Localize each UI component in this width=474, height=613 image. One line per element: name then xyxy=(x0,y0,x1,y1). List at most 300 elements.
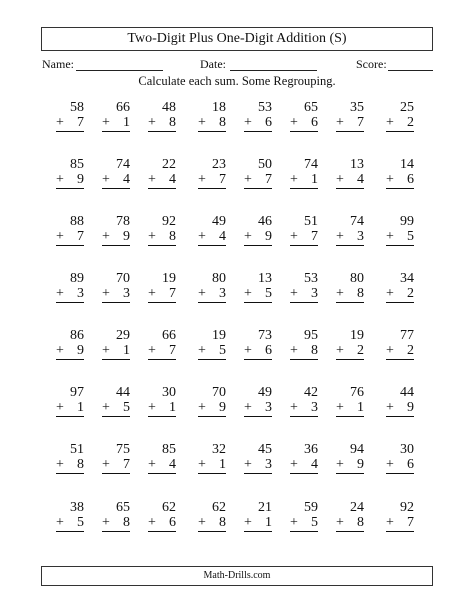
plus-sign: + xyxy=(198,457,206,472)
addend-bottom xyxy=(102,515,130,532)
addend-bottom-value: 8 xyxy=(311,343,318,358)
addition-problem xyxy=(56,385,84,425)
addend-bottom-value: 7 xyxy=(123,457,130,472)
addend-bottom-value: 8 xyxy=(219,115,226,130)
addend-bottom xyxy=(198,286,226,303)
addition-problem xyxy=(290,328,318,368)
addend-bottom xyxy=(148,229,176,246)
addend-bottom xyxy=(290,343,318,360)
addend-top: 53 xyxy=(258,100,272,115)
addend-bottom xyxy=(336,400,364,417)
addend-bottom xyxy=(244,286,272,303)
plus-sign: + xyxy=(386,286,394,301)
addend-bottom xyxy=(56,229,84,246)
addend-bottom-value: 4 xyxy=(169,172,176,187)
addend-bottom-value: 7 xyxy=(407,515,414,530)
addend-top: 70 xyxy=(116,271,130,286)
addend-top: 65 xyxy=(116,500,130,515)
addend-bottom-value: 6 xyxy=(265,115,272,130)
plus-sign: + xyxy=(290,400,298,415)
addend-bottom-value: 1 xyxy=(357,400,364,415)
addend-bottom xyxy=(56,286,84,303)
plus-sign: + xyxy=(56,457,64,472)
addend-bottom xyxy=(198,343,226,360)
plus-sign: + xyxy=(386,400,394,415)
plus-sign: + xyxy=(244,343,252,358)
addend-bottom-value: 7 xyxy=(169,343,176,358)
addend-bottom xyxy=(198,172,226,189)
plus-sign: + xyxy=(56,400,64,415)
plus-sign: + xyxy=(148,229,156,244)
addend-bottom-value: 8 xyxy=(357,286,364,301)
addend-bottom-value: 6 xyxy=(169,515,176,530)
addition-problem xyxy=(198,157,226,197)
addend-top: 74 xyxy=(116,157,130,172)
addend-bottom-value: 4 xyxy=(169,457,176,472)
addend-bottom xyxy=(244,515,272,532)
plus-sign: + xyxy=(336,229,344,244)
addend-top: 59 xyxy=(304,500,318,515)
addend-top: 44 xyxy=(400,385,414,400)
addend-bottom-value: 9 xyxy=(77,343,84,358)
addend-bottom-value: 9 xyxy=(123,229,130,244)
addend-bottom xyxy=(290,172,318,189)
plus-sign: + xyxy=(386,172,394,187)
addend-bottom-value: 1 xyxy=(77,400,84,415)
addend-bottom-value: 7 xyxy=(219,172,226,187)
addition-problem xyxy=(198,328,226,368)
plus-sign: + xyxy=(198,286,206,301)
plus-sign: + xyxy=(336,286,344,301)
plus-sign: + xyxy=(336,515,344,530)
plus-sign: + xyxy=(244,515,252,530)
addend-bottom-value: 1 xyxy=(219,457,226,472)
addend-top: 13 xyxy=(350,157,364,172)
addition-problem xyxy=(102,271,130,311)
addition-problem xyxy=(148,157,176,197)
addend-bottom-value: 1 xyxy=(265,515,272,530)
addition-problem xyxy=(290,100,318,140)
worksheet-title: Two-Digit Plus One-Digit Addition (S) xyxy=(41,27,433,51)
plus-sign: + xyxy=(148,515,156,530)
plus-sign: + xyxy=(148,286,156,301)
plus-sign: + xyxy=(290,515,298,530)
addend-bottom xyxy=(336,172,364,189)
plus-sign: + xyxy=(102,286,110,301)
addition-problem xyxy=(102,500,130,540)
addend-bottom xyxy=(244,115,272,132)
addend-bottom-value: 5 xyxy=(219,343,226,358)
addend-bottom xyxy=(198,115,226,132)
date-label: Date: xyxy=(200,57,226,71)
addend-top: 19 xyxy=(162,271,176,286)
addend-bottom-value: 7 xyxy=(169,286,176,301)
addend-bottom xyxy=(148,400,176,417)
plus-sign: + xyxy=(244,172,252,187)
addition-problem xyxy=(56,271,84,311)
plus-sign: + xyxy=(56,515,64,530)
addend-top: 85 xyxy=(70,157,84,172)
plus-sign: + xyxy=(290,343,298,358)
addend-bottom xyxy=(386,457,414,474)
addend-bottom xyxy=(148,286,176,303)
addend-bottom xyxy=(290,115,318,132)
addend-bottom xyxy=(290,400,318,417)
addend-top: 22 xyxy=(162,157,176,172)
addend-top: 29 xyxy=(116,328,130,343)
addition-problem xyxy=(290,385,318,425)
addend-bottom-value: 7 xyxy=(357,115,364,130)
plus-sign: + xyxy=(336,115,344,130)
addend-bottom xyxy=(386,400,414,417)
addend-bottom-value: 6 xyxy=(407,457,414,472)
addend-bottom xyxy=(56,343,84,360)
addend-bottom xyxy=(56,172,84,189)
addition-problem xyxy=(336,157,364,197)
addend-bottom-value: 5 xyxy=(265,286,272,301)
addend-bottom xyxy=(290,229,318,246)
addition-problem xyxy=(198,442,226,482)
plus-sign: + xyxy=(56,115,64,130)
addition-problem xyxy=(102,214,130,254)
addend-bottom xyxy=(56,515,84,532)
addend-bottom-value: 7 xyxy=(77,229,84,244)
addend-top: 77 xyxy=(400,328,414,343)
addend-top: 49 xyxy=(212,214,226,229)
plus-sign: + xyxy=(244,115,252,130)
addition-problem xyxy=(290,157,318,197)
addend-bottom-value: 1 xyxy=(311,172,318,187)
addition-problem xyxy=(336,385,364,425)
addend-bottom-value: 9 xyxy=(357,457,364,472)
addend-bottom xyxy=(386,515,414,532)
addition-problem xyxy=(336,328,364,368)
addend-bottom xyxy=(102,343,130,360)
plus-sign: + xyxy=(56,343,64,358)
plus-sign: + xyxy=(386,457,394,472)
addition-problem xyxy=(56,157,84,197)
addend-top: 44 xyxy=(116,385,130,400)
addend-bottom xyxy=(386,343,414,360)
addend-bottom xyxy=(148,515,176,532)
addition-problem xyxy=(244,500,272,540)
plus-sign: + xyxy=(102,172,110,187)
addend-top: 88 xyxy=(70,214,84,229)
addend-bottom-value: 4 xyxy=(219,229,226,244)
addend-top: 45 xyxy=(258,442,272,457)
plus-sign: + xyxy=(198,400,206,415)
addition-problem xyxy=(336,100,364,140)
addend-top: 62 xyxy=(212,500,226,515)
addend-top: 76 xyxy=(350,385,364,400)
addition-problem xyxy=(386,500,414,540)
addition-problem xyxy=(198,214,226,254)
addend-bottom xyxy=(386,172,414,189)
addition-problem xyxy=(336,500,364,540)
addend-top: 80 xyxy=(350,271,364,286)
addition-problem xyxy=(56,442,84,482)
addition-problem xyxy=(336,214,364,254)
addend-bottom-value: 5 xyxy=(123,400,130,415)
addition-problem xyxy=(148,214,176,254)
addend-bottom-value: 7 xyxy=(265,172,272,187)
score-label: Score: xyxy=(356,57,387,71)
addend-top: 30 xyxy=(162,385,176,400)
addend-top: 24 xyxy=(350,500,364,515)
addend-bottom-value: 5 xyxy=(407,229,414,244)
addition-problem xyxy=(386,100,414,140)
addend-bottom xyxy=(198,400,226,417)
addend-bottom xyxy=(244,457,272,474)
addend-top: 18 xyxy=(212,100,226,115)
addend-bottom-value: 1 xyxy=(123,343,130,358)
addend-top: 94 xyxy=(350,442,364,457)
instructions: Calculate each sum. Some Regrouping. xyxy=(138,74,336,88)
plus-sign: + xyxy=(198,115,206,130)
addition-problem xyxy=(198,385,226,425)
addend-top: 25 xyxy=(400,100,414,115)
addend-bottom xyxy=(290,457,318,474)
addend-bottom xyxy=(56,400,84,417)
plus-sign: + xyxy=(148,400,156,415)
addend-top: 51 xyxy=(304,214,318,229)
addend-bottom-value: 6 xyxy=(265,343,272,358)
addition-problem xyxy=(198,100,226,140)
addend-bottom xyxy=(336,457,364,474)
addend-top: 66 xyxy=(162,328,176,343)
addend-bottom xyxy=(148,115,176,132)
addend-bottom-value: 4 xyxy=(123,172,130,187)
addend-top: 58 xyxy=(70,100,84,115)
addend-bottom-value: 8 xyxy=(77,457,84,472)
addend-bottom xyxy=(198,229,226,246)
addition-problem xyxy=(244,442,272,482)
addend-bottom xyxy=(102,400,130,417)
plus-sign: + xyxy=(386,515,394,530)
addend-top: 70 xyxy=(212,385,226,400)
addend-bottom xyxy=(102,115,130,132)
addend-top: 23 xyxy=(212,157,226,172)
addend-top: 48 xyxy=(162,100,176,115)
plus-sign: + xyxy=(244,400,252,415)
plus-sign: + xyxy=(148,457,156,472)
addend-top: 19 xyxy=(212,328,226,343)
addition-problem xyxy=(244,100,272,140)
addend-bottom-value: 8 xyxy=(123,515,130,530)
plus-sign: + xyxy=(244,286,252,301)
plus-sign: + xyxy=(148,115,156,130)
addend-top: 92 xyxy=(400,500,414,515)
addition-problem xyxy=(102,442,130,482)
plus-sign: + xyxy=(102,400,110,415)
addition-problem xyxy=(244,214,272,254)
addition-problem xyxy=(56,100,84,140)
addend-top: 13 xyxy=(258,271,272,286)
plus-sign: + xyxy=(198,515,206,530)
plus-sign: + xyxy=(102,457,110,472)
plus-sign: + xyxy=(386,343,394,358)
addend-top: 53 xyxy=(304,271,318,286)
addition-problem xyxy=(148,328,176,368)
plus-sign: + xyxy=(336,343,344,358)
addition-problem xyxy=(102,328,130,368)
addend-top: 35 xyxy=(350,100,364,115)
addition-problem xyxy=(386,442,414,482)
addition-problem xyxy=(102,100,130,140)
addition-problem xyxy=(244,328,272,368)
addend-bottom xyxy=(102,286,130,303)
addend-bottom-value: 9 xyxy=(265,229,272,244)
plus-sign: + xyxy=(244,229,252,244)
addend-bottom xyxy=(148,172,176,189)
addend-top: 38 xyxy=(70,500,84,515)
addition-problem xyxy=(148,500,176,540)
addend-top: 50 xyxy=(258,157,272,172)
addition-problem xyxy=(386,157,414,197)
addend-bottom xyxy=(56,457,84,474)
addend-bottom-value: 9 xyxy=(219,400,226,415)
addend-bottom-value: 3 xyxy=(311,286,318,301)
addend-bottom xyxy=(336,286,364,303)
addition-problem xyxy=(198,271,226,311)
addend-bottom xyxy=(244,343,272,360)
plus-sign: + xyxy=(336,400,344,415)
addend-top: 19 xyxy=(350,328,364,343)
addend-top: 34 xyxy=(400,271,414,286)
addend-bottom xyxy=(244,172,272,189)
addend-bottom-value: 8 xyxy=(357,515,364,530)
addend-top: 14 xyxy=(400,157,414,172)
addend-bottom xyxy=(336,515,364,532)
addend-bottom-value: 5 xyxy=(311,515,318,530)
plus-sign: + xyxy=(336,457,344,472)
plus-sign: + xyxy=(290,115,298,130)
addend-top: 95 xyxy=(304,328,318,343)
plus-sign: + xyxy=(102,515,110,530)
addend-bottom xyxy=(336,343,364,360)
addend-bottom-value: 6 xyxy=(311,115,318,130)
addend-top: 65 xyxy=(304,100,318,115)
addend-bottom xyxy=(244,400,272,417)
addend-top: 66 xyxy=(116,100,130,115)
addend-bottom-value: 7 xyxy=(311,229,318,244)
addition-problem xyxy=(148,100,176,140)
addend-bottom xyxy=(386,229,414,246)
addition-problem xyxy=(386,385,414,425)
addition-problem xyxy=(102,385,130,425)
addend-bottom xyxy=(102,229,130,246)
plus-sign: + xyxy=(290,286,298,301)
addend-bottom-value: 3 xyxy=(311,400,318,415)
plus-sign: + xyxy=(386,229,394,244)
addition-problem xyxy=(244,271,272,311)
addend-bottom-value: 7 xyxy=(77,115,84,130)
addend-top: 78 xyxy=(116,214,130,229)
plus-sign: + xyxy=(198,343,206,358)
plus-sign: + xyxy=(386,115,394,130)
addend-bottom xyxy=(148,457,176,474)
addition-problem xyxy=(290,500,318,540)
addend-top: 85 xyxy=(162,442,176,457)
addend-bottom-value: 3 xyxy=(265,400,272,415)
addition-problem xyxy=(290,214,318,254)
addend-bottom xyxy=(56,115,84,132)
addend-top: 73 xyxy=(258,328,272,343)
addend-bottom xyxy=(336,229,364,246)
addition-problem xyxy=(102,157,130,197)
addend-top: 97 xyxy=(70,385,84,400)
addend-top: 21 xyxy=(258,500,272,515)
addition-problem xyxy=(290,271,318,311)
addition-problem xyxy=(56,328,84,368)
footer: Math-Drills.com xyxy=(41,566,433,586)
addend-bottom-value: 3 xyxy=(357,229,364,244)
addend-top: 89 xyxy=(70,271,84,286)
addend-bottom-value: 3 xyxy=(77,286,84,301)
addend-bottom-value: 4 xyxy=(311,457,318,472)
addend-top: 49 xyxy=(258,385,272,400)
addend-bottom xyxy=(198,457,226,474)
addition-problem xyxy=(386,328,414,368)
addend-bottom-value: 3 xyxy=(219,286,226,301)
addition-problem xyxy=(290,442,318,482)
addend-top: 92 xyxy=(162,214,176,229)
plus-sign: + xyxy=(148,172,156,187)
addend-bottom-value: 1 xyxy=(169,400,176,415)
addend-bottom xyxy=(198,515,226,532)
addend-bottom-value: 8 xyxy=(169,229,176,244)
addend-bottom-value: 9 xyxy=(407,400,414,415)
addend-bottom xyxy=(386,115,414,132)
addend-bottom xyxy=(290,515,318,532)
addition-problem xyxy=(244,157,272,197)
addend-bottom-value: 1 xyxy=(123,115,130,130)
addend-top: 46 xyxy=(258,214,272,229)
plus-sign: + xyxy=(336,172,344,187)
plus-sign: + xyxy=(56,286,64,301)
addend-top: 51 xyxy=(70,442,84,457)
addend-bottom-value: 8 xyxy=(219,515,226,530)
addition-problem xyxy=(56,214,84,254)
addend-top: 42 xyxy=(304,385,318,400)
addend-bottom-value: 9 xyxy=(77,172,84,187)
addend-top: 80 xyxy=(212,271,226,286)
addend-bottom-value: 2 xyxy=(407,115,414,130)
plus-sign: + xyxy=(290,229,298,244)
addend-top: 74 xyxy=(350,214,364,229)
addend-top: 62 xyxy=(162,500,176,515)
addition-problem xyxy=(336,271,364,311)
addition-problem xyxy=(148,271,176,311)
addend-bottom xyxy=(148,343,176,360)
addend-bottom-value: 8 xyxy=(169,115,176,130)
plus-sign: + xyxy=(244,457,252,472)
addend-bottom xyxy=(290,286,318,303)
plus-sign: + xyxy=(198,229,206,244)
addition-problem xyxy=(244,385,272,425)
addend-bottom xyxy=(102,172,130,189)
addition-problem xyxy=(148,385,176,425)
addend-bottom-value: 3 xyxy=(265,457,272,472)
addend-top: 30 xyxy=(400,442,414,457)
addend-bottom-value: 3 xyxy=(123,286,130,301)
plus-sign: + xyxy=(102,115,110,130)
plus-sign: + xyxy=(56,172,64,187)
addend-bottom xyxy=(386,286,414,303)
addend-top: 86 xyxy=(70,328,84,343)
addend-bottom xyxy=(244,229,272,246)
addition-problem xyxy=(198,500,226,540)
